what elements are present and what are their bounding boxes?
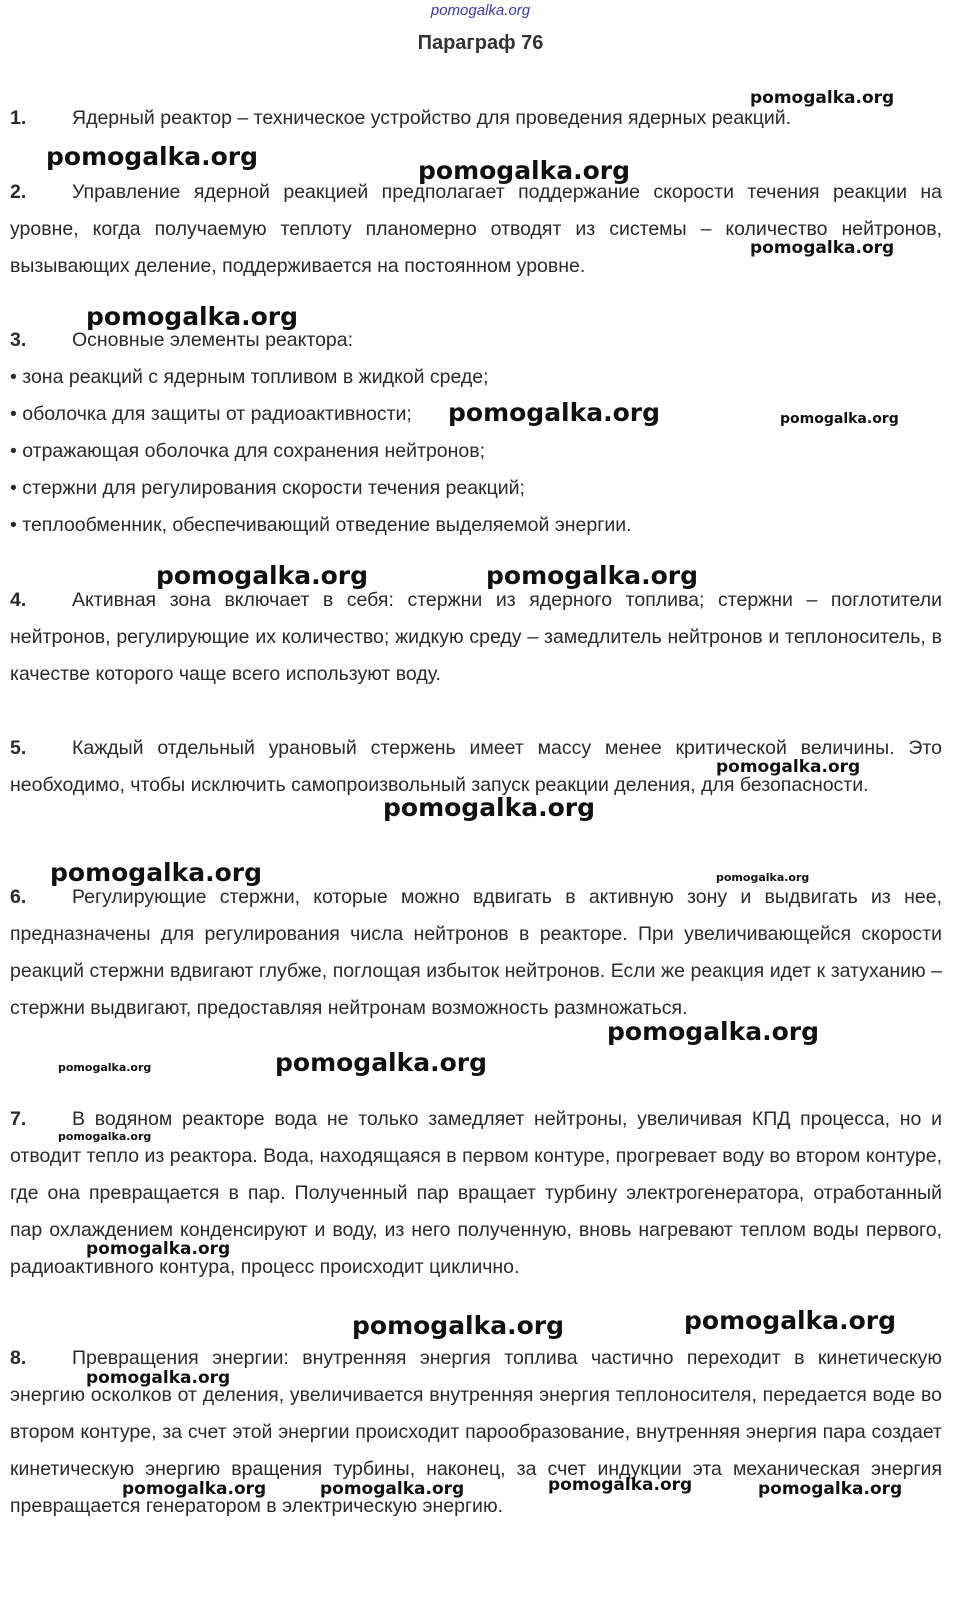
paragraph-number: 1. xyxy=(10,107,27,129)
list-item: • оболочка для защиты от радиоактивности; xyxy=(10,403,412,425)
paragraph-text: Основные элементы реактора: xyxy=(72,329,354,351)
watermark: pomogalka.org xyxy=(750,238,895,258)
paragraph-text: Активная зона включает в себя: стержни из ядерного топлива; стержни – поглотители нейтронов, регулирующие их количество; жидкую среду – замедлитель нейтронов и теплоноситель, в качестве которого чаще всего используют воду. xyxy=(10,589,942,685)
watermark: pomogalka.org xyxy=(275,1048,488,1077)
paragraph-number: 2. xyxy=(10,181,27,203)
watermark: pomogalka.org xyxy=(758,1479,903,1499)
paragraph-number: 5. xyxy=(10,737,27,759)
watermark: pomogalka.org xyxy=(383,793,596,822)
watermark: pomogalka.org xyxy=(86,1368,231,1388)
paragraph-text: В водяном реакторе вода не только замедляет нейтроны, увеличивая КПД процесса, но и отводит тепло из реактора. Вода, находящаяся в первом контуре, прогревает воду во втором контуре, где она превращается в пар. Полученный пар вращает турбину электрогенератора, отработанный пар охлаждением конденсируют и воду, из него полученную, вновь нагревают теплом воды первого, радиоактивного контура, процесс происходит циклично. xyxy=(10,1108,942,1278)
site-link[interactable]: pomogalka.org xyxy=(430,2,531,19)
list-item: • зона реакций с ядерным топливом в жидкой среде; xyxy=(10,366,489,388)
watermark: pomogalka.org xyxy=(448,398,661,427)
page-title: Параграф 76 xyxy=(417,32,544,54)
paragraph-text: Каждый отдельный урановый стержень имеет массу менее критической величины. Это необходимо, чтобы исключить самопроизвольный запуск реакции деления, для безопасности. xyxy=(10,737,942,796)
watermark: pomogalka.org xyxy=(418,156,631,185)
watermark: pomogalka.org xyxy=(716,757,861,777)
watermark: pomogalka.org xyxy=(58,1061,152,1074)
watermark: pomogalka.org xyxy=(607,1017,820,1046)
paragraph-text: Превращения энергии: внутренняя энергия топлива частично переходит в кинетическую энергию осколков от деления, увеличивается внутренняя энергия теплоносителя, передается воде во втором контуре, за счет этой энергии происходит парообразование, внутренняя энергия пара создает кинетическую энергию вращения турбины, наконец, за счет индукции эта механическая энергия превращается генератором в электрическую энергию. xyxy=(10,1347,942,1517)
watermark: pomogalka.org xyxy=(46,142,259,171)
list-item: • стержни для регулирования скорости течения реакций; xyxy=(10,477,525,499)
watermark: pomogalka.org xyxy=(548,1475,693,1495)
paragraph-text: Регулирующие стержни, которые можно вдвигать в активную зону и выдвигать из нее, предназначены для регулирования числа нейтронов в реакторе. При увеличивающейся скорости реакций стержни вдвигают глубже, поглощая избыток нейтронов. Если же реакция идет к затуханию – стержни выдвигают, предоставляя нейтронам возможность размножаться. xyxy=(10,886,942,1019)
paragraph-text: Управление ядерной реакцией предполагает поддержание скорости течения реакции на уровне, когда получаемую теплоту планомерно отводят из системы – количество нейтронов, вызывающих деление, поддерживается на постоянном уровне. xyxy=(10,181,942,277)
paragraph-number: 4. xyxy=(10,589,27,611)
paragraph-number: 8. xyxy=(10,1347,27,1369)
watermark: pomogalka.org xyxy=(780,411,899,427)
watermark: pomogalka.org xyxy=(320,1479,465,1499)
watermark: pomogalka.org xyxy=(156,561,369,590)
paragraph-4 xyxy=(10,582,942,693)
watermark: pomogalka.org xyxy=(86,1239,231,1259)
paragraph-number: 3. xyxy=(10,329,27,351)
watermark: pomogalka.org xyxy=(716,871,810,884)
paragraph-6 xyxy=(10,879,942,1027)
paragraph-number: 7. xyxy=(10,1108,27,1130)
reactor-elements-list xyxy=(10,359,942,544)
paragraph-text: Ядерный реактор – техническое устройство для проведения ядерных реакций. xyxy=(72,107,792,129)
watermark: pomogalka.org xyxy=(86,302,299,331)
watermark: pomogalka.org xyxy=(50,858,263,887)
watermark: pomogalka.org xyxy=(486,561,699,590)
watermark: pomogalka.org xyxy=(684,1306,897,1335)
paragraph-number: 6. xyxy=(10,886,27,908)
paragraph-2 xyxy=(10,174,942,285)
watermark: pomogalka.org xyxy=(352,1311,565,1340)
watermark: pomogalka.org xyxy=(122,1479,267,1499)
list-item: • отражающая оболочка для сохранения нейтронов; xyxy=(10,440,486,462)
watermark: pomogalka.org xyxy=(750,88,895,108)
list-item: • теплообменник, обеспечивающий отведение выделяемой энергии. xyxy=(10,514,632,536)
watermark: pomogalka.org xyxy=(58,1130,152,1143)
